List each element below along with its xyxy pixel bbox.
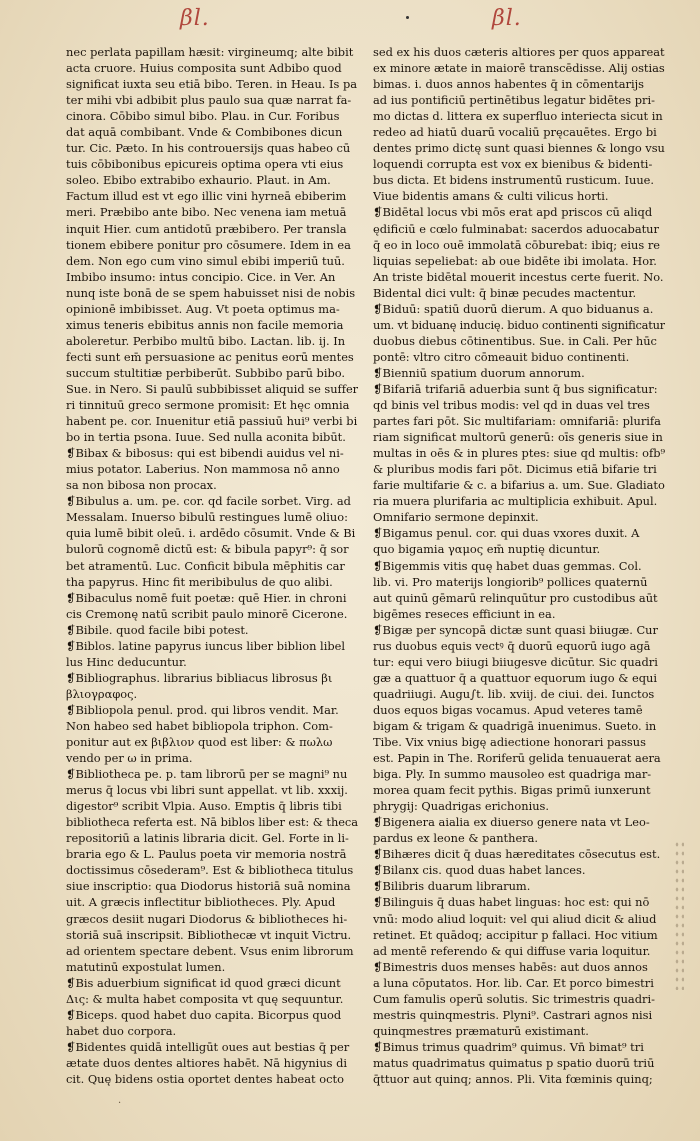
text-line: tur. Cic. Pæto. In his controuersijs quas habeo cū [66, 141, 351, 156]
text-line: ❡Bibulus a. um. pe. cor. qd facile sorbet. Virg. ad [66, 494, 351, 509]
text-line: ❡Bilanx cis. quod duas habet lances. [373, 863, 586, 878]
text-line: ria muera plurifaria ac multiplicia exhibuit. Apul. [373, 494, 658, 509]
text-line: tuis cōbibonibus epicureis optima opera vti eius [66, 157, 344, 172]
text-line: vendo per ω in prima. [66, 751, 193, 766]
text-line: fecti sunt em̄ persuasione ac penitus eorū mentes [66, 349, 354, 364]
text-line: lus Hinc deducuntur. [66, 654, 187, 669]
text-line: tionem ebibere ponitur pro cōsumere. Idem in ea [66, 237, 351, 252]
text-line: Imbibo insumo: intus concipio. Cice. in Ver. An [66, 269, 336, 284]
text-line: ex minore ætate in maiorē transcēdisse. Alij ostias [373, 61, 665, 76]
text-line: Cum famulis operū solutis. Sic trimestris quadri- [373, 991, 655, 1006]
text-line: loquendi corrupta est vox ex bienibus & bidenti- [373, 157, 653, 172]
text-line: bet atramentū. Luc. Conficit bibula mēphitis car [66, 558, 345, 573]
text-line: bulorū cognomē dictū est: & bibula papyr⁹: q̄ sor [66, 542, 349, 557]
text-line: tur: equi vero biiugi biiugesve dicūtur. Sic quadri [373, 654, 658, 669]
text-line: siue inscriptio: qua Diodorus historiā suā nomina [66, 879, 351, 894]
text-line: ❡Bigamus penul. cor. qui duas vxores duxit. A [373, 526, 640, 541]
text-line: storiā suā inscripsit. Bibliothecæ vt inquit Victru. [66, 927, 352, 942]
text-line: tha papyrus. Hinc fit meribibulus de quo alibi. [66, 574, 333, 589]
text-line: retinet. Et quādoq; accipitur p fallaci. Hoc vitium [373, 927, 658, 942]
text-line: ❡Bihæres dicit q̄ duas hæreditates cōsecutus est. [373, 847, 661, 862]
text-line: nunq iste bonā de se spem habuisset nisi de nobis [66, 285, 356, 300]
text-line: ponitur aut ex βιβλιον quod est liber: & πωλω [66, 735, 333, 750]
text-line: quadriiugi. Augu∫t. lib. xviij. de ciui. dei. Iunctos [373, 686, 655, 701]
text-line: ❡Bidentes quidā intelligūt oues aut bestias q̄ per [66, 1039, 350, 1054]
text-line: matus quadrimatus quimatus p spatio duorū triū [373, 1055, 655, 1070]
text-line: ❡Bibile. quod facile bibi potest. [66, 622, 249, 637]
text-line: bibliotheca referta est. Nā biblos liber est: & theca [66, 815, 358, 830]
text-line: sa non bibosa non procax. [66, 478, 217, 493]
text-line: ❡Bibaculus nomē fuit poetæ: quē Hier. in chroni [66, 590, 347, 605]
text-line: Viue bidentis amans & culti vilicus horti. [373, 189, 609, 204]
text-line: ri tinnituū greco sermone promisit: Et hęc omnia [66, 398, 350, 413]
text-line: bo in tertia psona. Iuue. Sed nulla aconita bibūt. [66, 430, 346, 445]
text-line: aboleretur. Perbibo multū bibo. Lactan. lib. ij. In [66, 333, 346, 348]
text-line: pontē: vltro citro cōmeauit biduo continenti. [373, 349, 630, 364]
text-line: a luna cōputatos. Hor. lib. Car. Et porco bimestri [373, 975, 654, 990]
text-line: ætate duos dentes altiores habēt. Nā higynius di [66, 1055, 348, 1070]
text-line: gæ a quattuor q̄ a quattuor equorum iugo & equi [373, 670, 657, 685]
text-line: Omnifario sermone depinxit. [373, 510, 539, 525]
text-line: ❡Bibliotheca pe. p. tam librorū per se magni⁹ nu [66, 767, 348, 782]
text-line: bigam & trigam & quadrigā inuenimus. Sueto. in [373, 718, 657, 733]
text-line: mius potator. Laberius. Non mammosa nō anno [66, 462, 340, 477]
text-line: phrygij: Quadrigas erichonius. [373, 799, 550, 814]
text-line: ❡Bimestris duos menses habēs: aut duos annos [373, 959, 648, 974]
text-line: est. Papin in The. Roriferū gelida tenuauerat aera [373, 751, 661, 766]
text-line: quia lumē bibit oleū. i. ardēdo cōsumit. Vnde & Bi [66, 526, 356, 541]
text-line: cis Cremonę natū scribit paulo minorē Cicerone. [66, 606, 348, 621]
text-line: ❡Bibliographus. librarius bibliacus librosus βι [66, 670, 333, 685]
text-line: pardus ex leone & panthera. [373, 831, 539, 846]
text-line: quinqmestres præmaturū existimant. [373, 1023, 589, 1038]
text-line: doctissimus cōsederam⁹. Est & bibliotheca titulus [66, 863, 354, 878]
text-line: ❡Bis aduerbium significat id quod græci dicunt [66, 975, 341, 990]
text-line: partes fari pōt. Sic multifariam: omnifariā: plurifa [373, 414, 661, 429]
text-line: braria ego & L. Paulus poeta vir memoria nostrā [66, 847, 347, 862]
text-line: ❡Bibliopola penul. prod. qui libros vendit. Mar. [66, 702, 339, 717]
text-line: liquias sepeliebat: ab oue bidēte ibi imolata. Hor. [373, 253, 657, 268]
text-line: soleo. Ebibo extrabibo exhaurio. Plaut. in Am. [66, 173, 331, 188]
text-line: cit. Quę bidens ostia oportet dentes habeat octo [66, 1072, 344, 1086]
text-line: ❡Bilibris duarum librarum. [373, 879, 531, 894]
text-line: mo dictas d. littera ex superfluo interiecta sicut in [373, 109, 663, 124]
text-line: riam significat multorū generū: oīs generis siue in [373, 430, 663, 445]
text-line: ❡Bigemmis vitis quę habet duas gemmas. Col. [373, 558, 642, 573]
text-line: Δις: & multa habet composita vt quę sequuntur. [66, 991, 344, 1006]
text-line: Factum illud est vt ego illic vini hyrneā ebiberim [66, 189, 347, 204]
text-line: succum stultitiæ perbiberūt. Subbibo parū bibo. [66, 365, 346, 380]
text-line: ❡Bigenera aialia ex diuerso genere nata vt Leo- [373, 815, 650, 830]
text-line: ędificiū e cœlo fulminabat: sacerdos aduocabatur [373, 221, 659, 236]
footer-mark: · [118, 1098, 122, 1109]
text-line: repositoriū a latinis libraria dicit. Gel. Forte in li- [66, 831, 349, 846]
text-line: ❡Bibax & bibosus: qui est bibendi auidus vel ni- [66, 446, 344, 461]
text-line: q̄ttuor aut quinq; annos. Pli. Vita fœminis quinq; [373, 1072, 653, 1086]
text-line: Non habeo sed habet bibliopola triphon. Com- [66, 718, 333, 733]
right-text-column [373, 44, 665, 1087]
text-line: ❡Bidētal locus vbi mōs erat apd priscos cū aliqd [373, 205, 653, 220]
text-line: habet duo corpora. [66, 1023, 177, 1038]
text-line: qd binis vel tribus modis: vel qd in duas vel tres [373, 398, 650, 413]
text-line: nec perlata papillam hæsit: virgineumq; alte bibit [66, 45, 354, 59]
text-line: biga. Ply. In summo mausoleo est quadriga mar- [373, 767, 652, 782]
text-line: uit. A græcis inflectitur bibliotheces. Ply. Apud [66, 895, 336, 910]
text-line: um. vt biduanę inducię. biduo continenti significatur [373, 317, 665, 332]
text-line: bus dicta. Et bidens instrumentū rusticum. Iuue. [373, 173, 655, 188]
text-line: ter mihi vbi adbibit plus paulo sua quæ narrat fa- [66, 93, 352, 108]
text-line: quo bigamia γαμος em̄ nuptię dicuntur. [373, 542, 601, 557]
text-line: ❡Bigæ per syncopā dictæ sunt quasi biiugæ. Cur [373, 622, 658, 637]
text-line: ad mentē referendo & qui diffuse varia loquitur. [373, 943, 651, 958]
text-line: duos equos bigas vocamus. Apud veteres tamē [373, 702, 643, 717]
text-line: ad ius pontificiū pertinētibus legatur bidētes pri- [373, 93, 655, 108]
text-line: lib. vi. Pro materijs longiorib⁹ pollices quaternū [373, 574, 648, 589]
text-line: ❡Bifariā trifariā aduerbia sunt q̄ bus significatur: [373, 381, 658, 396]
text-line: q̄ eo in loco ouē immolatā cōburebat: ibiq; eius re [373, 237, 661, 252]
text-line: ❡Bienniū spatium duorum annorum. [373, 365, 585, 380]
text-line: Bidental dici vult: q̄ binæ pecudes mactentur. [373, 285, 637, 300]
text-line: ❡Biblos. latine papyrus iuncus liber biblion libel [66, 638, 346, 653]
text-line: dat aquā combibant. Vnde & Combibones dicun [66, 125, 343, 140]
text-line: ❡Biduū: spatiū duorū dierum. A quo biduanus a. [373, 301, 654, 316]
text-line: ❡Bimus trimus quadrim⁹ quimus. Vn̄ bimat⁹ tri [373, 1039, 644, 1054]
text-line: opinionē imbibisset. Aug. Vt poeta optimus ma- [66, 301, 340, 316]
text-line: ❡Bilinguis q̄ duas habet linguas: hoc est: qui nō [373, 895, 650, 910]
text-line: rus duobus equis vectꝰ q̄ duorū equorū iugo agā [373, 638, 651, 653]
text-line: habent pe. cor. Inuenitur etiā passiuū hui⁹ verbi bi [66, 414, 358, 429]
text-line: Tibe. Vix vnius bigę adiectione honorari passus [373, 735, 646, 750]
text-line: Sue. in Nero. Si paulū subbibisset aliquid se suffer [66, 381, 358, 396]
text-line: dentes primo dictę sunt quasi biennes & longo vsu [373, 141, 665, 156]
page-mark-right: βl. [492, 6, 522, 31]
text-line: significat iuxta seu etiā bibo. Teren. in Heau. Is pa [66, 77, 358, 92]
text-line: cinora. Cōbibo simul bibo. Plau. in Cur. Foribus [66, 109, 340, 124]
text-line: An triste bidētal mouerit incestus certe fuerit. No. [373, 269, 664, 284]
text-line: digestor⁹ scribit Vlpia. Auso. Emptis q̄ libris tibi [66, 799, 342, 814]
text-line: redeo ad hiatū duarū vocaliū pręcauētes. Ergo bi [373, 125, 657, 140]
text-line: matutinū expostulat lumen. [66, 959, 226, 974]
text-line: acta cruore. Huius composita sunt Adbibo quod [66, 61, 342, 76]
text-line: inquit Hier. cum antidotū præbibero. Per transla [66, 221, 347, 236]
text-line: merus q̄ locus vbi libri sunt appellat. vt lib. xxxij. [66, 783, 348, 798]
text-line: duobus diebus cōtinentibus. Sue. in Cali. Per hūc [373, 333, 657, 348]
text-line: Messalam. Inuerso bibulū restingues lumē oliuo: [66, 510, 348, 525]
text-line: græcos desiit nugari Diodorus & bibliotheces hi- [66, 911, 348, 926]
text-line: βλιογραφος. [66, 686, 138, 701]
text-line: meri. Præbibo ante bibo. Nec venena iam metuā [66, 205, 347, 220]
text-line: dem. Non ego cum vino simul ebibi imperiū tuū. [66, 253, 345, 268]
text-line: bigēmes reseces efficiunt in ea. [373, 606, 556, 621]
text-line: morea quam fecit pythis. Bigas primū iunxerunt [373, 783, 651, 798]
text-line: bimas. i. duos annos habentes q̄ in cōmentarijs [373, 77, 644, 92]
text-line: aut quinū gēmarū relinquūtur pro custodibus aūt [373, 590, 658, 605]
text-line: farie multifarie & c. a bifarius a. um. Sue. Gladiato [373, 478, 665, 493]
text-line: multas in oēs & in plures ptes: siue qd multis: ofb⁹ [373, 446, 665, 461]
left-text-column [66, 44, 358, 1087]
text-line: vnū: modo aliud loquit: vel qui aliud dicit & aliud [373, 911, 657, 926]
text-line: & pluribus modis fari pōt. Dicimus etiā bifarie tri [373, 462, 657, 477]
text-line: ad orientem spectare debent. Vsus enim librorum [66, 943, 354, 958]
page-mark-left: βl. [180, 6, 210, 31]
text-line: sed ex his duos cæteris altiores per quos appareat [373, 45, 665, 59]
text-line: mestris quinqmestris. Plyni⁹. Castrari agnos nisi [373, 1007, 653, 1022]
text-line: ❡Biceps. quod habet duo capita. Bicorpus quod [66, 1007, 342, 1022]
ink-dot [406, 16, 409, 19]
text-line: ximus teneris ebibitus annis non facile memoria [66, 317, 344, 332]
paper-edge-speckle [674, 840, 684, 990]
